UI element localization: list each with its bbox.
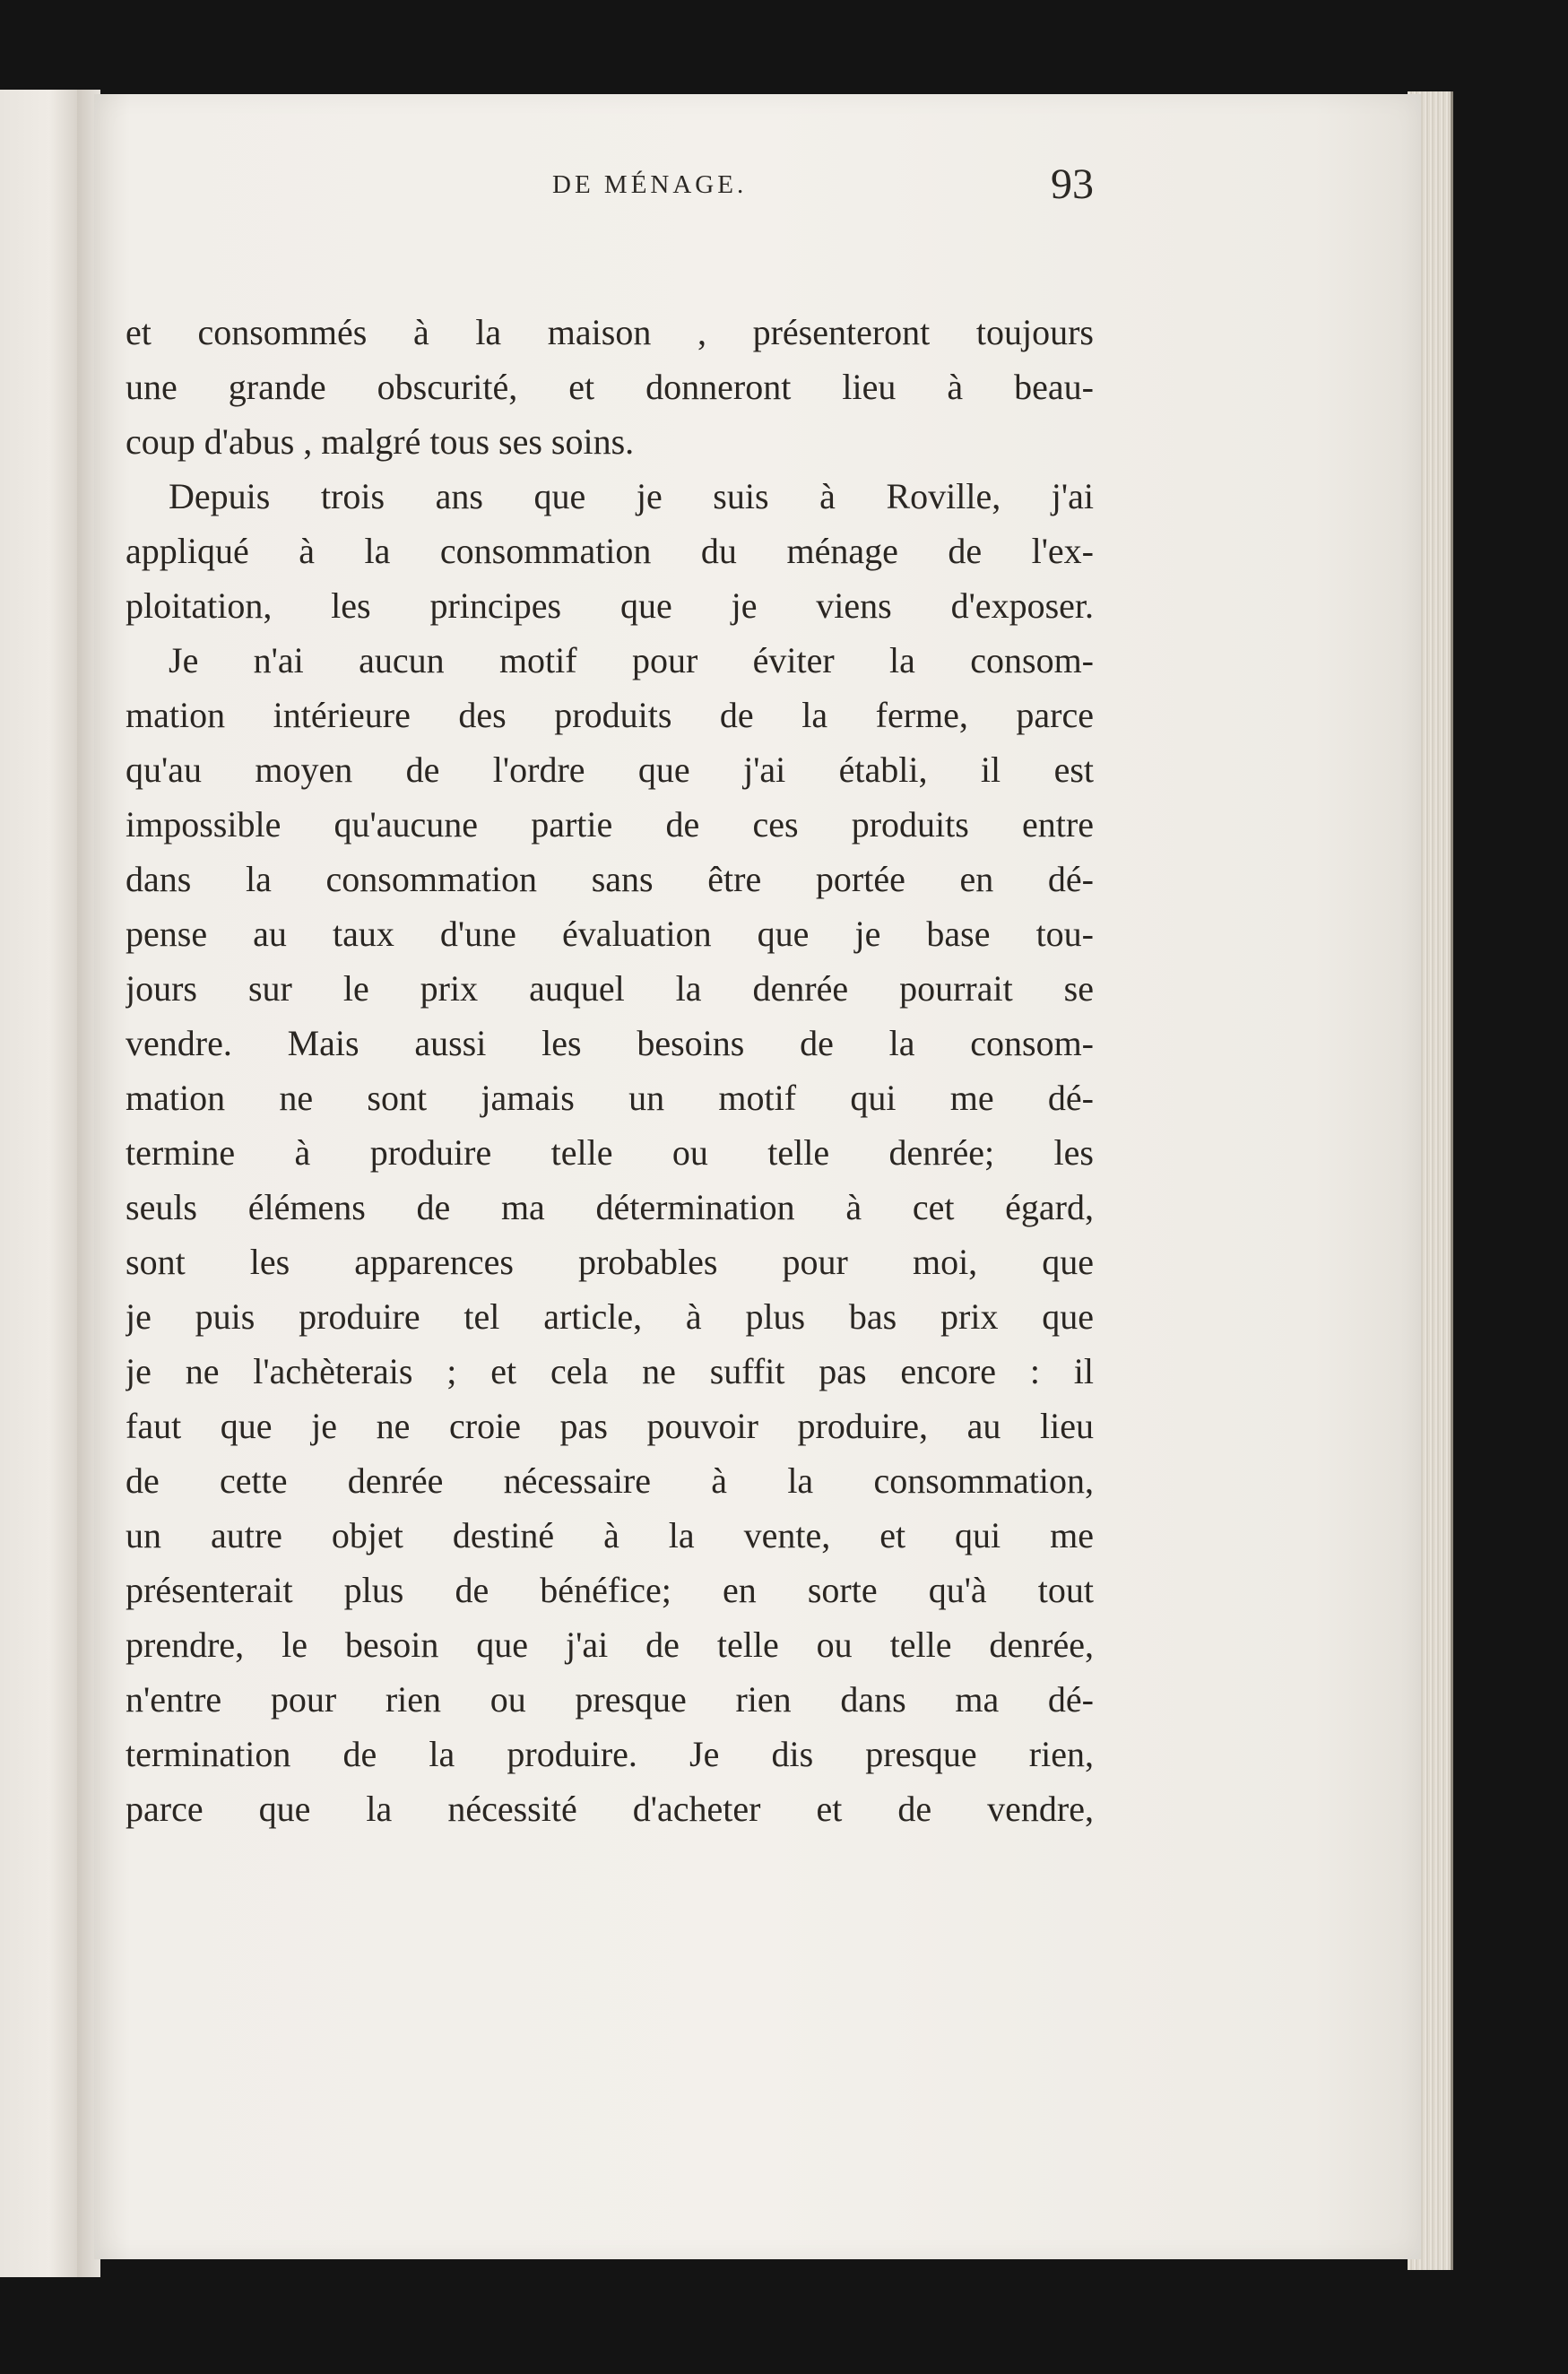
text-line: présenterait plus de bénéfice; en sorte qu'à tout bbox=[126, 1570, 1094, 1610]
text-line: mation ne sont jamais un motif qui me dé- bbox=[126, 1078, 1094, 1118]
text-line: je puis produire tel article, à plus bas prix que bbox=[126, 1296, 1094, 1337]
text-line: Je n'ai aucun motif pour éviter la consom- bbox=[169, 640, 1094, 680]
text-line: dans la consommation sans être portée en dé- bbox=[126, 859, 1094, 899]
text-line: de cette denrée nécessaire à la consommation, bbox=[126, 1460, 1094, 1501]
text-line: appliqué à la consommation du ménage de l'ex- bbox=[126, 531, 1094, 571]
text-line: n'entre pour rien ou presque rien dans ma dé- bbox=[126, 1679, 1094, 1720]
text-line: impossible qu'aucune partie de ces produits entre bbox=[126, 804, 1094, 845]
text-line: parce que la nécessité d'acheter et de vendre, bbox=[126, 1789, 1094, 1829]
text-line: sont les apparences probables pour moi, que bbox=[126, 1242, 1094, 1282]
running-head: DE MÉNAGE. bbox=[552, 170, 748, 199]
text-line: une grande obscurité, et donneront lieu à beau- bbox=[126, 367, 1094, 407]
text-line: vendre. Mais aussi les besoins de la consom- bbox=[126, 1023, 1094, 1063]
text-line: pense au taux d'une évaluation que je base tou- bbox=[126, 914, 1094, 954]
text-line: jours sur le prix auquel la denrée pourrait se bbox=[126, 968, 1094, 1009]
text-line: coup d'abus , malgré tous ses soins. bbox=[126, 421, 635, 462]
text-line: un autre objet destiné à la vente, et qui me bbox=[126, 1515, 1094, 1555]
text-line: mation intérieure des produits de la ferme, parce bbox=[126, 695, 1094, 735]
left-page-edge bbox=[0, 90, 90, 2277]
text-line: faut que je ne croie pas pouvoir produire, au lieu bbox=[126, 1406, 1094, 1446]
page-header bbox=[126, 160, 1094, 222]
body-text bbox=[126, 305, 1094, 1836]
text-line: et consommés à la maison , présenteront toujours bbox=[126, 312, 1094, 352]
text-line: Depuis trois ans que je suis à Roville, j'ai bbox=[169, 476, 1094, 516]
text-line: je ne l'achèterais ; et cela ne suffit pas encore : il bbox=[126, 1351, 1094, 1391]
page-number: 93 bbox=[1051, 160, 1094, 208]
text-line: ploitation, les principes que je viens d'exposer. bbox=[126, 585, 1094, 626]
text-line: seuls élémens de ma détermination à cet égard, bbox=[126, 1187, 1094, 1227]
text-line: termine à produire telle ou telle denrée; les bbox=[126, 1132, 1094, 1173]
text-line: prendre, le besoin que j'ai de telle ou telle denrée, bbox=[126, 1625, 1094, 1665]
text-line: termination de la produire. Je dis presque rien, bbox=[126, 1734, 1094, 1774]
text-line: qu'au moyen de l'ordre que j'ai établi, il est bbox=[126, 749, 1094, 790]
